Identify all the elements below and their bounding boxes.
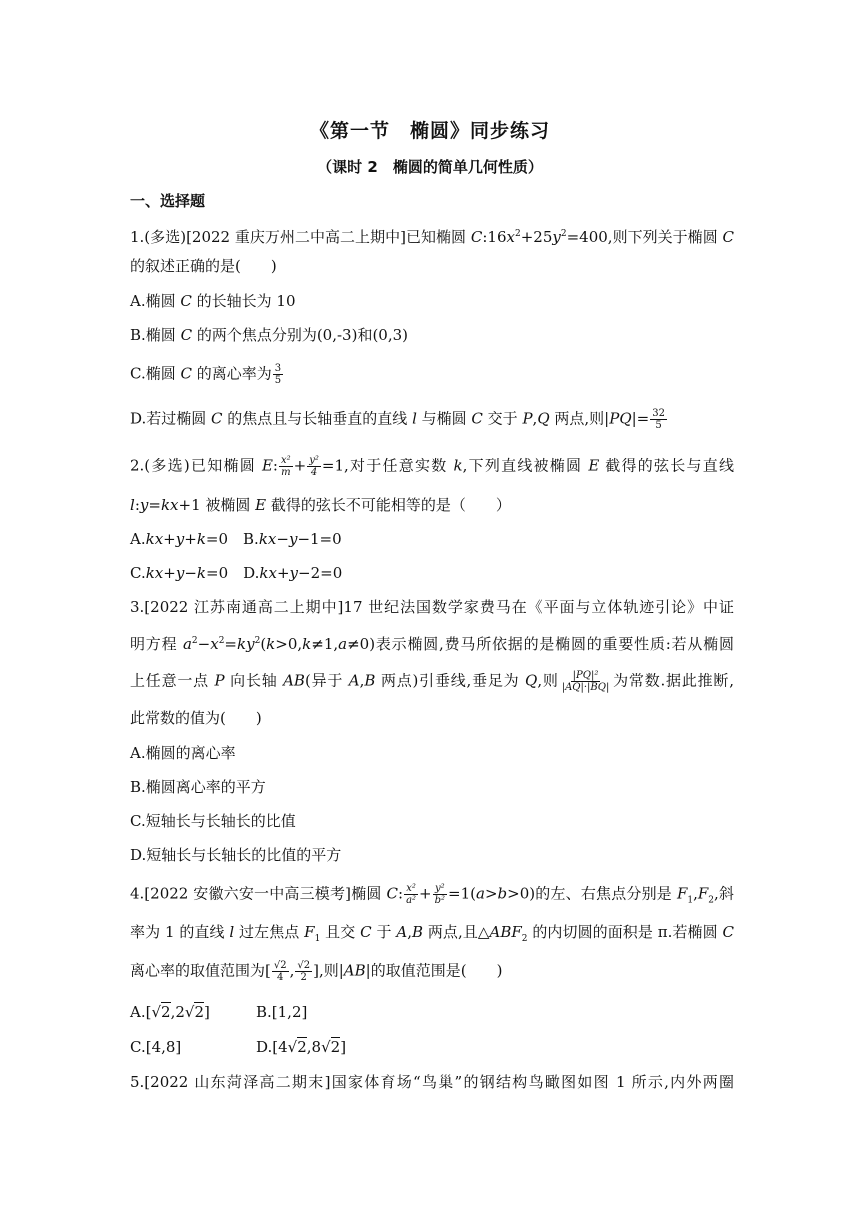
- q4-option-c: C.[4,8]: [130, 1038, 182, 1056]
- q4-option-a: A.[√2,2√2]: [130, 1003, 210, 1021]
- fraction: $\frac{\text{|PQ|²}}{|AQ|\cdot|BQ|}$: [561, 670, 610, 693]
- q2-options-cd: C.kx+y−k=0 D.kx+y−2=0: [130, 564, 343, 582]
- q4-line-2: 率为 1 的直线 l 过左焦点 $F_1$ 且交 C 于 A,B 两点,且$\triangle ABF_2$ 的内切圆的面积是 π.若椭圆 C: [130, 923, 734, 944]
- q3-line-1: 3.[2022 江苏南通高二上期中]17 世纪法国数学家费马在《平面与立体轨迹引论》中证: [130, 598, 734, 616]
- q1-option-c: C.椭圆 C 的离心率为 $\frac{3}{5}$: [130, 363, 282, 386]
- fraction: $\frac{√2}{4}$: [273, 960, 287, 983]
- q3-option-c: C.短轴长与长轴长的比值: [130, 812, 296, 830]
- q3-option-d: D.短轴长与长轴长的比值的平方: [130, 846, 342, 864]
- fraction: $\frac{32}{5}$: [652, 408, 665, 431]
- q4-option-d: D.[4√2,8√2]: [256, 1038, 347, 1056]
- q3-option-b: B.椭圆离心率的平方: [130, 778, 266, 796]
- q3-line-3: 上任意一点 P 向长轴 AB(异于 A,B 两点)引垂线,垂足为 Q,则 $\frac{\text{|PQ|²}}{|AQ|\cdot|BQ|}$ 为常数.据此推断,: [130, 670, 734, 693]
- fraction: $\frac{√2}{2}$: [297, 960, 311, 983]
- q1-option-b: B.椭圆 C 的两个焦点分别为(0,-3)和(0,3): [130, 326, 409, 344]
- q2-line-1: 2.(多选)已知椭圆 E: $\frac{\text{x²}}{m}$ + $\frac{\text{y²}}{4}$ =1,对于任意实数 k,下列直线被椭圆 E 截得的弦长与直线: [130, 455, 734, 478]
- page-title: 《第一节 椭圆》同步练习: [309, 120, 550, 142]
- q1-line-2: 的叙述正确的是( ): [130, 257, 277, 275]
- q3-option-a: A.椭圆的离心率: [130, 744, 236, 762]
- q1-option-a: A.椭圆 C 的长轴长为 10: [130, 292, 296, 310]
- q4-line-3: 离心率的取值范围为[ $\frac{√2}{4}$ , $\frac{√2}{2}$ ],则|AB|的取值范围是( ): [130, 960, 503, 983]
- page-subtitle: （课时 2 椭圆的简单几何性质）: [317, 158, 543, 176]
- q3-line-4: 此常数的值为( ): [130, 709, 262, 727]
- fraction: $\frac{\text{y²}}{4}$: [309, 455, 319, 478]
- q1-option-d: D.若过椭圆 C 的焦点且与长轴垂直的直线 l 与椭圆 C 交于 P,Q 两点,则|PQ|= $\frac{32}{5}$: [130, 408, 665, 431]
- fraction: $\frac{3}{5}$: [274, 363, 282, 386]
- q4-option-b: B.[1,2]: [256, 1003, 308, 1021]
- q1-line-1: 1.(多选)[2022 重庆万州二中高二上期中]已知椭圆 $C:16x^2+25y^2=400$,则下列关于椭圆 C: [130, 228, 734, 246]
- fraction: $\frac{\text{y²}}{\text{b²}}$: [434, 883, 446, 906]
- q3-line-2: 明方程 $a^2-x^2=ky^2(k>0,k\ne 1,a\ne 0)$表示椭圆,费马所依据的是椭圆的重要性质:若从椭圆: [130, 635, 734, 653]
- q2-options-ab: A.kx+y+k=0 B.kx−y−1=0: [130, 530, 342, 548]
- q5-line-1: 5.[2022 山东菏泽高二期末]国家体育场“鸟巢”的钢结构鸟瞰图如图 1 所示,内外两圈: [130, 1073, 734, 1091]
- q4-line-1: 4.[2022 安徽六安一中高三模考]椭圆 C: $\frac{\text{x²}}{\text{a²}}$ + $\frac{\text{y²}}{\text{b²}}$ =1(a>b>0)的左、右焦点分别是 $F_1,F_2$,斜: [130, 883, 734, 906]
- fraction: $\frac{\text{x²}}{\text{a²}}$: [406, 883, 417, 906]
- q2-line-2: l:y=kx+1 被椭圆 E 截得的弦长不可能相等的是（ ）: [130, 496, 511, 514]
- section-heading: 一、选择题: [130, 192, 206, 210]
- fraction: $\frac{\text{x²}}{m}$: [280, 455, 291, 478]
